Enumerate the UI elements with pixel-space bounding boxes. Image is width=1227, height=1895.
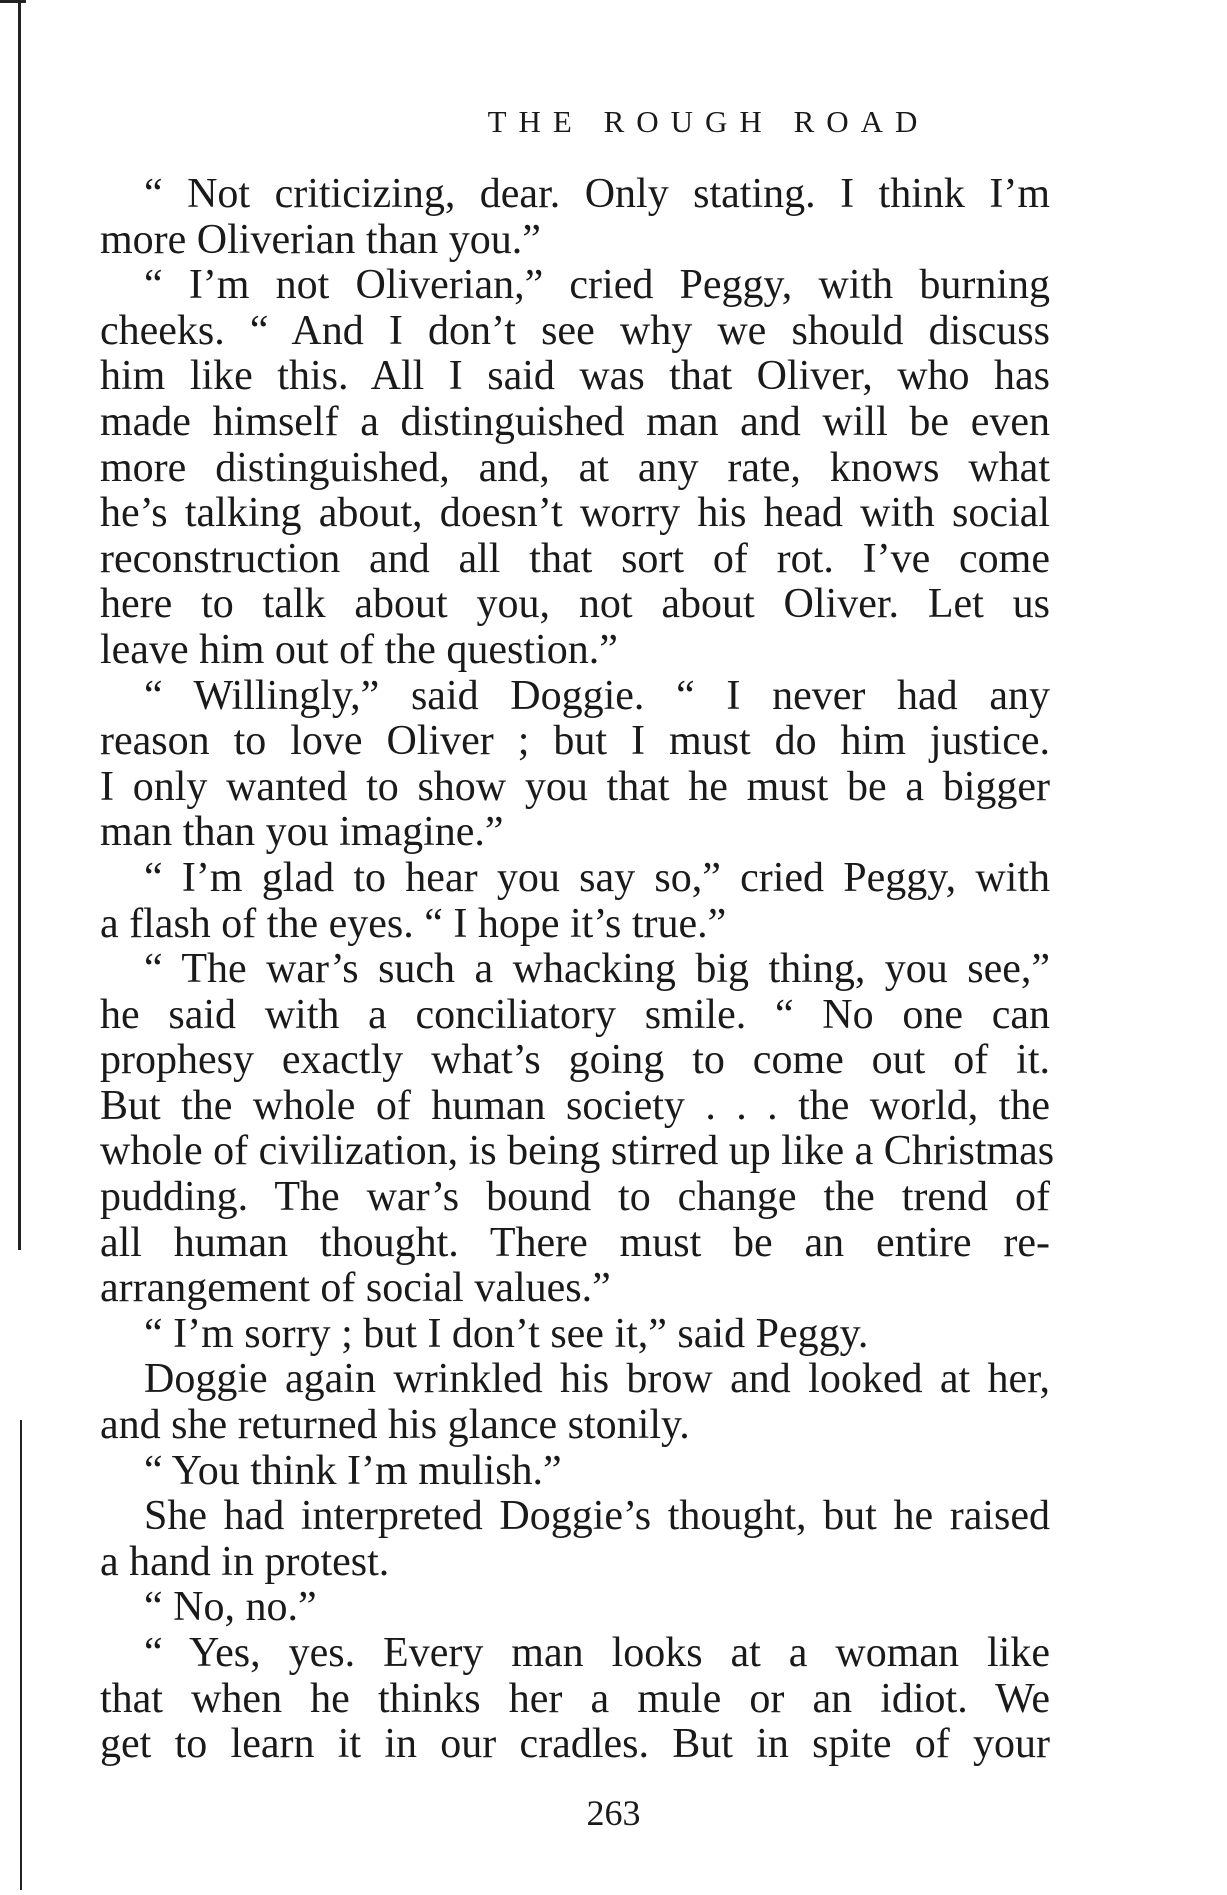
body-text [100, 171, 1055, 1768]
text-line: pudding. The war’s bound to change the trend of [100, 1174, 1050, 1221]
text-line: whole of civilization, is being stirred up like a Christmas [100, 1128, 1055, 1175]
text-line: “ I’m not Oliverian,” cried Peggy, with burning [144, 262, 1050, 309]
text-line: a hand in protest. [100, 1538, 390, 1585]
text-line: She had interpreted Doggie’s thought, but he raised [144, 1493, 1050, 1540]
text-line: reconstruction and all that sort of rot. I’ve come [100, 535, 1050, 582]
page-edge-mark [0, 0, 26, 3]
text-line: “ You think I’m mulish.” [144, 1447, 562, 1494]
text-line: prophesy exactly what’s going to come out of it. [100, 1037, 1050, 1084]
text-line: here to talk about you, not about Oliver. Let us [100, 581, 1050, 628]
page-number: 263 [586, 1793, 641, 1833]
text-line: get to learn it in our cradles. But in spite of your [100, 1721, 1050, 1768]
text-line: But the whole of human society . . . the world, the [100, 1082, 1050, 1129]
text-line: he’s talking about, doesn’t worry his head with social [100, 490, 1050, 537]
text-line: leave him out of the question.” [100, 626, 618, 673]
text-line: cheeks. “ And I don’t see why we should discuss [100, 307, 1050, 354]
text-line: more Oliverian than you.” [100, 216, 541, 263]
text-line: more distinguished, and, at any rate, knows what [100, 444, 1050, 491]
text-line: man than you imagine.” [100, 809, 504, 856]
text-line: I only wanted to show you that he must be a bigger [100, 763, 1050, 810]
text-line: “ I’m sorry ; but I don’t see it,” said Peggy. [144, 1310, 869, 1357]
text-line: “ The war’s such a whacking big thing, you see,” [144, 946, 1050, 993]
text-line: made himself a distinguished man and will be even [100, 398, 1050, 445]
text-line: “ No, no.” [144, 1584, 317, 1631]
running-head-text: THE ROUGH ROAD [487, 104, 930, 139]
text-line: “ I’m glad to hear you say so,” cried Peggy, with [144, 854, 1050, 901]
text-line: he said with a conciliatory smile. “ No one can [100, 991, 1050, 1038]
text-line: arrangement of social values.” [100, 1265, 611, 1312]
text-line: reason to love Oliver ; but I must do him justice. [100, 718, 1050, 765]
text-line: him like this. All I said was that Oliver, who has [100, 353, 1050, 400]
text-line: and she returned his glance stonily. [100, 1402, 690, 1449]
text-line: “ Not criticizing, dear. Only stating. I think I’m [144, 171, 1050, 217]
text-line: all human thought. There must be an entire re- [100, 1219, 1050, 1266]
running-head [0, 104, 1227, 140]
text-line: Doggie again wrinkled his brow and looked at her, [144, 1356, 1050, 1403]
text-line: a flash of the eyes. “ I hope it’s true.” [100, 900, 727, 947]
text-line: “ Yes, yes. Every man looks at a woman like [144, 1630, 1050, 1676]
page-gutter-edge [18, 0, 21, 1250]
text-line: that when he thinks her a mule or an idiot. We [100, 1675, 1050, 1722]
text-line: “ Willingly,” said Doggie. “ I never had any [144, 672, 1050, 719]
